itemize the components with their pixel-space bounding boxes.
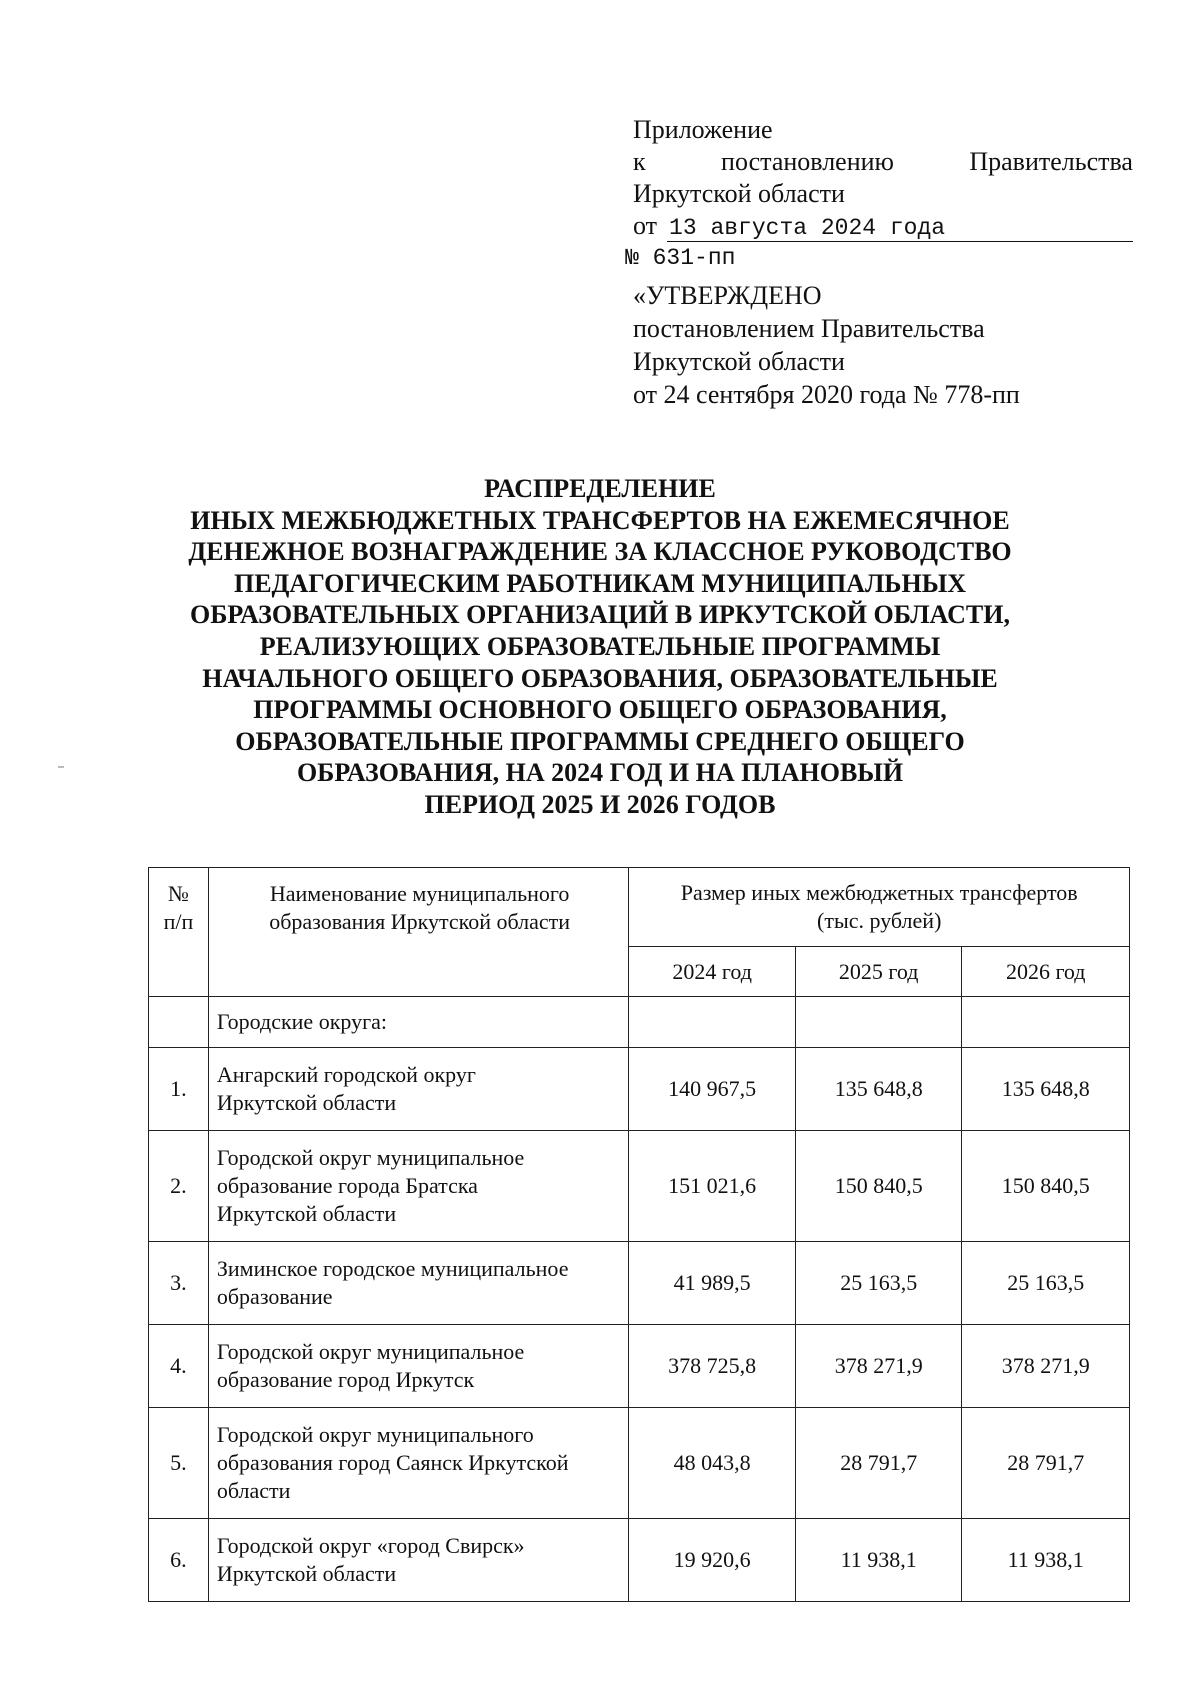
- appendix-word: к: [633, 147, 646, 176]
- row-name-line: Городской округ «город Свирск»: [216, 1533, 525, 1558]
- table-row: [149, 1408, 1130, 1519]
- approved-line: постановлением Правительства: [633, 314, 985, 343]
- row-name-line: области: [216, 1478, 291, 1503]
- title-line: ПЕДАГОГИЧЕСКИМ РАБОТНИКАМ МУНИЦИПАЛЬНЫХ: [233, 568, 967, 598]
- appendix-region: Иркутской области: [633, 179, 845, 208]
- table-section-row: [149, 997, 1130, 1048]
- header-number-label: №: [167, 881, 189, 906]
- date-prefix: от: [633, 211, 658, 240]
- header-year-2025: 2025 год: [795, 947, 962, 997]
- header-number-label: п/п: [163, 909, 194, 934]
- row-value-2025: 378 271,9: [795, 1325, 962, 1408]
- section-empty-cell: [629, 997, 796, 1048]
- header-name-cell: [208, 868, 629, 997]
- table-row: [149, 1048, 1130, 1131]
- row-value-2025: 150 840,5: [795, 1131, 962, 1242]
- title-line: ОБРАЗОВАНИЯ, НА 2024 ГОД И НА ПЛАНОВЫЙ: [296, 758, 904, 788]
- row-name: [208, 1048, 629, 1131]
- row-value-2025: 25 163,5: [795, 1242, 962, 1325]
- header-amount-label: Размер иных межбюджетных трансфертов: [680, 880, 1078, 905]
- scan-speck: [58, 766, 64, 768]
- row-name-line: образование город Иркутск: [216, 1367, 475, 1392]
- row-value-2026: 28 791,7: [962, 1408, 1130, 1519]
- row-value-2026: 11 938,1: [962, 1519, 1130, 1602]
- row-value-2026: 378 271,9: [962, 1325, 1130, 1408]
- section-label: Городские округа:: [208, 997, 629, 1048]
- row-name-line: Ангарский городской округ: [216, 1062, 476, 1087]
- document-title: [100, 473, 1100, 821]
- approved-date: от 24 сентября 2020 года № 778-пп: [633, 380, 1020, 409]
- row-name-line: Городской округ муниципальное: [216, 1339, 525, 1364]
- title-line: ИНЫХ МЕЖБЮДЖЕТНЫХ ТРАНСФЕРТОВ НА ЕЖЕМЕСЯЧНОЕ: [190, 505, 1010, 535]
- distribution-table: [148, 867, 1130, 1602]
- row-value-2024: 140 967,5: [629, 1048, 796, 1131]
- row-value-2024: 41 989,5: [629, 1242, 796, 1325]
- header-name-label: образования Иркутской области: [269, 909, 571, 934]
- title-line: ПРОГРАММЫ ОСНОВНОГО ОБЩЕГО ОБРАЗОВАНИЯ,: [253, 695, 947, 725]
- title-line: НАЧАЛЬНОГО ОБЩЕГО ОБРАЗОВАНИЯ, ОБРАЗОВАТЕЛЬНЫЕ: [202, 663, 998, 693]
- row-name: [208, 1325, 629, 1408]
- row-value-2025: 135 648,8: [795, 1048, 962, 1131]
- section-empty-cell: [962, 997, 1130, 1048]
- row-number: 2.: [149, 1131, 209, 1242]
- row-name: [208, 1519, 629, 1602]
- row-name: [208, 1242, 629, 1325]
- title-line: РЕАЛИЗУЮЩИХ ОБРАЗОВАТЕЛЬНЫЕ ПРОГРАММЫ: [259, 631, 941, 661]
- table-row: [149, 1325, 1130, 1408]
- row-name: [208, 1408, 629, 1519]
- appendix-word: постановлению: [721, 147, 894, 176]
- appendix-word: Правительства: [969, 147, 1133, 176]
- row-name-line: Городской округ муниципального: [216, 1422, 534, 1447]
- appendix-label: Приложение: [633, 115, 773, 144]
- row-number: 1.: [149, 1048, 209, 1131]
- table-row: [149, 1242, 1130, 1325]
- table-row: [149, 1519, 1130, 1602]
- appendix-resolution-line: [633, 146, 1133, 178]
- title-line: РАСПРЕДЕЛЕНИЕ: [484, 474, 716, 503]
- row-number: 3.: [149, 1242, 209, 1325]
- header-year-2024: 2024 год: [629, 947, 796, 997]
- row-value-2026: 150 840,5: [962, 1131, 1130, 1242]
- header-name-label: Наименование муниципального: [269, 881, 570, 906]
- table-header-row: [149, 868, 1130, 947]
- header-amount-cell: [629, 868, 1130, 947]
- row-value-2024: 378 725,8: [629, 1325, 796, 1408]
- table-row: [149, 1131, 1130, 1242]
- appendix-header: [625, 114, 1133, 272]
- row-name-line: Иркутской области: [216, 1201, 397, 1226]
- row-value-2024: 48 043,8: [629, 1408, 796, 1519]
- row-name-line: Зиминское городское муниципальное: [216, 1256, 569, 1281]
- section-empty-cell: [795, 997, 962, 1048]
- row-value-2025: 11 938,1: [795, 1519, 962, 1602]
- row-name: [208, 1131, 629, 1242]
- appendix-date-row: [633, 210, 1133, 242]
- row-name-line: Иркутской области: [216, 1090, 397, 1115]
- date-field: 13 августа 2024 года: [667, 215, 1133, 242]
- title-line: ДЕНЕЖНОЕ ВОЗНАГРАЖДЕНИЕ ЗА КЛАССНОЕ РУКОВОДСТВО: [188, 537, 1012, 567]
- row-name-line: Иркутской области: [216, 1561, 397, 1586]
- approved-block: [633, 279, 1153, 411]
- row-name-line: Городской округ муниципальное: [216, 1145, 525, 1170]
- row-value-2026: 25 163,5: [962, 1242, 1130, 1325]
- title-line: ОБРАЗОВАТЕЛЬНЫХ ОРГАНИЗАЦИЙ В ИРКУТСКОЙ ОБЛАСТИ,: [190, 600, 1010, 630]
- row-value-2026: 135 648,8: [962, 1048, 1130, 1131]
- row-name-line: образование города Братска: [216, 1173, 478, 1198]
- resolution-number: № 631-пп: [625, 245, 736, 271]
- row-number: 5.: [149, 1408, 209, 1519]
- approved-label: «УТВЕРЖДЕНО: [633, 281, 822, 310]
- row-value-2024: 19 920,6: [629, 1519, 796, 1602]
- title-line: ОБРАЗОВАТЕЛЬНЫЕ ПРОГРАММЫ СРЕДНЕГО ОБЩЕГО: [235, 726, 965, 756]
- header-amount-unit: (тыс. рублей): [817, 908, 942, 933]
- row-value-2025: 28 791,7: [795, 1408, 962, 1519]
- row-number: 4.: [149, 1325, 209, 1408]
- row-name-line: образования город Саянск Иркутской: [216, 1450, 569, 1475]
- header-number-cell: [149, 868, 209, 997]
- row-value-2024: 151 021,6: [629, 1131, 796, 1242]
- title-line: ПЕРИОД 2025 И 2026 ГОДОВ: [424, 789, 776, 819]
- approved-line: Иркутской области: [633, 347, 845, 376]
- header-year-2026: 2026 год: [962, 947, 1130, 997]
- row-name-line: образование: [216, 1284, 333, 1309]
- section-number-cell: [149, 997, 209, 1048]
- row-number: 6.: [149, 1519, 209, 1602]
